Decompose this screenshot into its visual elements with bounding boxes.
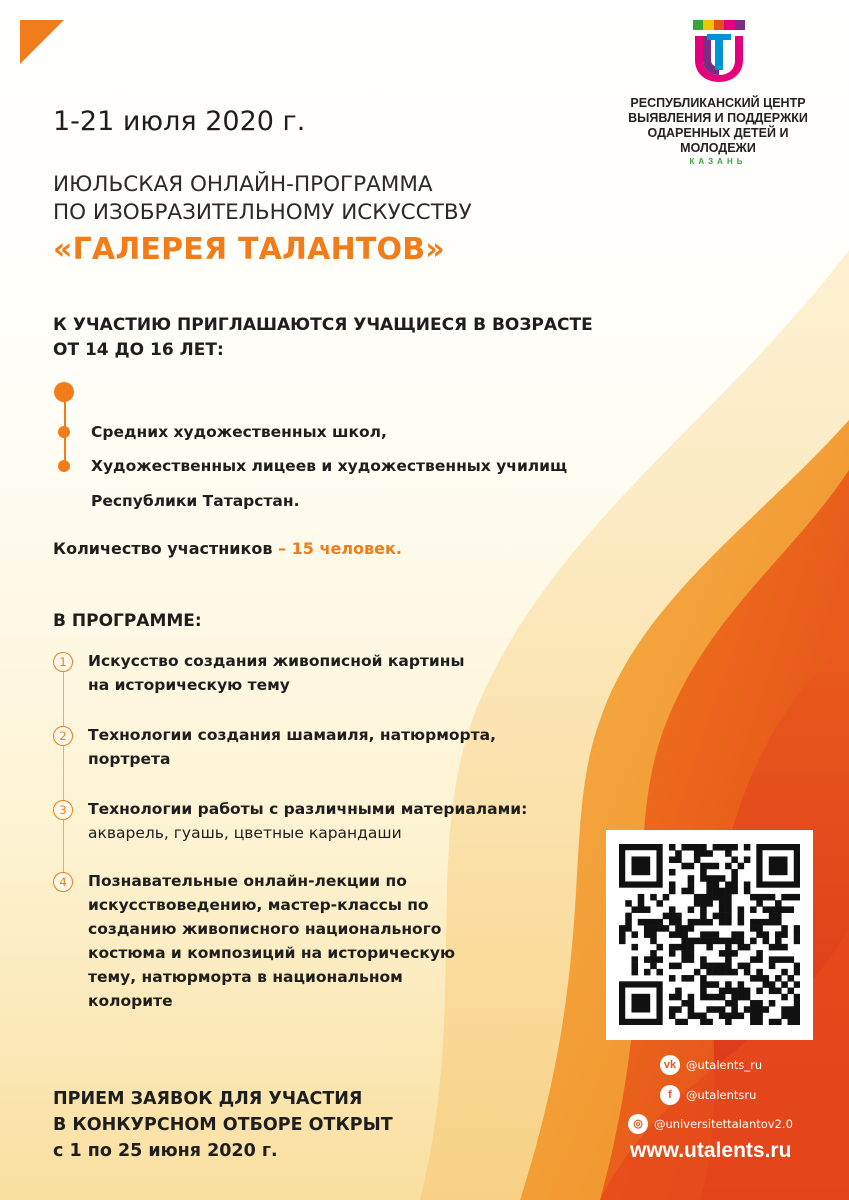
subtitle-line: ИЮЛЬСКАЯ ОНЛАЙН-ПРОГРАММА	[53, 172, 433, 197]
social-handle: @utalentsru	[686, 1088, 757, 1102]
program-item-line: костюма и композиций на историческую	[88, 944, 456, 962]
program-heading: В ПРОГРАММЕ:	[53, 611, 202, 631]
participants-label: Количество участников	[53, 539, 273, 558]
program-item-line: созданию живописного национального	[88, 920, 442, 938]
step-number: 2	[53, 726, 73, 746]
participants-value: – 15 человек.	[278, 539, 402, 558]
qr-code-icon	[619, 844, 800, 1025]
application-line: с 1 по 25 июня 2020 г.	[53, 1141, 278, 1161]
instagram-icon: ◎	[628, 1114, 648, 1134]
step-number: 4	[53, 872, 73, 892]
bullet-dot-large	[54, 382, 74, 402]
invite-line: К УЧАСТИЮ ПРИГЛАШАЮТСЯ УЧАЩИЕСЯ В ВОЗРАСТЕ	[53, 315, 593, 335]
step-number: 3	[53, 800, 73, 820]
program-item	[88, 649, 608, 697]
invite-heading	[53, 313, 593, 363]
org-line: РЕСПУБЛИКАНСКИЙ ЦЕНТР	[630, 96, 806, 110]
application-line: ПРИЕМ ЗАЯВОК ДЛЯ УЧАСТИЯ	[53, 1089, 363, 1109]
step-number: 1	[53, 652, 73, 672]
program-item-line: тему, натюрморта в национальном	[88, 968, 403, 986]
org-city: КАЗАНЬ	[689, 157, 747, 166]
social-instagram[interactable]	[628, 1114, 793, 1134]
org-line: ОДАРЕННЫХ ДЕТЕЙ И	[647, 126, 789, 140]
corner-triangle	[20, 20, 64, 64]
participants-count	[53, 539, 402, 558]
utalents-logo-icon	[693, 20, 745, 84]
program-item-line: портрета	[88, 750, 171, 768]
social-handle: @universitettalantov2.0	[654, 1117, 793, 1131]
bullet-dot	[58, 426, 70, 438]
program-item-line: колорите	[88, 992, 173, 1010]
website-link[interactable]: www.utalents.ru	[630, 1139, 792, 1162]
invite-item: Республики Татарстан.	[91, 492, 300, 510]
program-item-line: Искусство создания живописной картины	[88, 652, 465, 670]
event-date: 1-21 июля 2020 г.	[53, 106, 306, 137]
program-item-line: Технологии создания шамаиля, натюрморта,	[88, 726, 496, 744]
steps-connector	[63, 664, 64, 882]
program-item	[88, 797, 608, 845]
program-item	[88, 869, 608, 1013]
program-title: «ГАЛЕРЕЯ ТАЛАНТОВ»	[53, 232, 445, 267]
social-vk[interactable]	[660, 1055, 762, 1075]
program-item-line: на историческую тему	[88, 676, 290, 694]
application-notice	[53, 1086, 393, 1164]
program-item	[88, 723, 608, 771]
org-line: МОЛОДЕЖИ	[680, 141, 756, 155]
application-line: В КОНКУРСНОМ ОТБОРЕ ОТКРЫТ	[53, 1115, 393, 1135]
org-line: ВЫЯВЛЕНИЯ И ПОДДЕРЖКИ	[628, 111, 808, 125]
invite-item: Художественных лицеев и художественных училищ	[91, 457, 568, 475]
program-item-line: искусствоведению, мастер-классы по	[88, 896, 429, 914]
facebook-icon: f	[660, 1085, 680, 1105]
qr-code-card[interactable]	[606, 830, 813, 1040]
program-subtitle	[53, 171, 472, 227]
social-facebook[interactable]	[660, 1085, 756, 1105]
subtitle-line: ПО ИЗОБРАЗИТЕЛЬНОМУ ИСКУССТВУ	[53, 200, 472, 225]
program-item-line: Познавательные онлайн-лекции по	[88, 872, 407, 890]
invite-item: Средних художественных школ,	[91, 423, 387, 441]
program-item-note: акварель, гуашь, цветные карандаши	[88, 824, 402, 842]
bullet-dot	[58, 460, 70, 472]
invite-line: ОТ 14 ДО 16 ЛЕТ:	[53, 340, 224, 360]
social-handle: @utalents_ru	[686, 1058, 763, 1072]
program-item-line: Технологии работы с различными материалами:	[88, 800, 528, 818]
vk-icon: vk	[660, 1055, 680, 1075]
organization-name	[598, 96, 838, 167]
